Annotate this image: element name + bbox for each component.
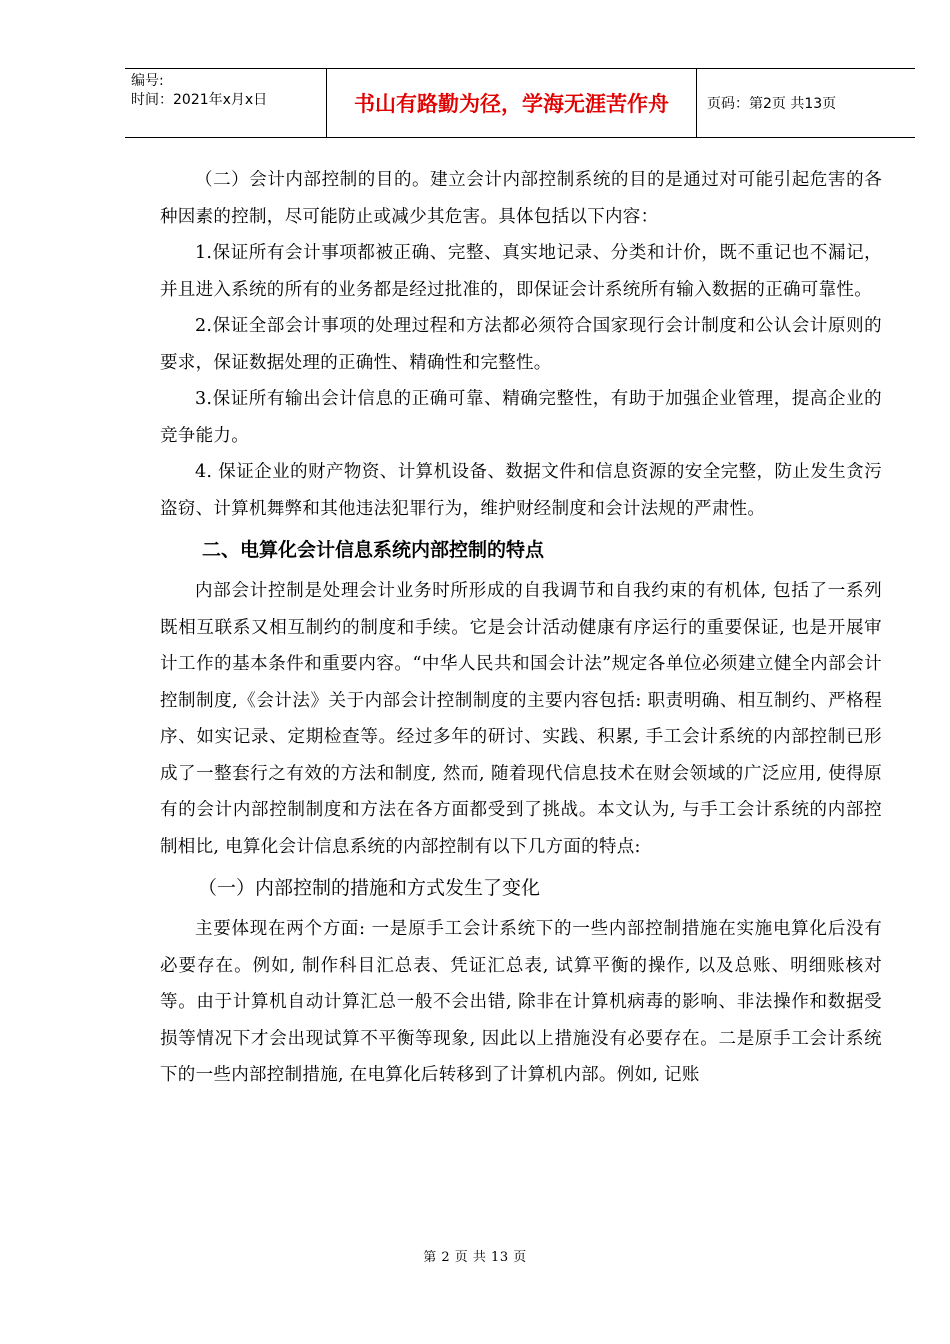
header-page-info: 页码：第2页 共13页 [707, 96, 837, 112]
section-heading-2: 二、电算化会计信息系统内部控制的特点 [202, 539, 545, 561]
paragraph-item-1: 1.保证所有会计事项都被正确、完整、真实地记录、分类和计价，既不重记也不漏记，并且进入系统的所有的业务都是经过批准的，即保证会计系统所有输入数据的正确可靠性。 [160, 243, 882, 300]
paragraph-item-4: 4. 保证企业的财产物资、计算机设备、数据文件和信息资源的安全完整，防止发生贪污盗窃、计算机舞弊和其他违法犯罪行为，维护财经制度和会计法规的严肃性。 [160, 462, 882, 519]
page-footer: 第 2 页 共 13 页 [423, 1250, 527, 1265]
document-number-label: 编号: [131, 73, 164, 89]
paragraph-changes: 主要体现在两个方面: 一是原手工会计系统下的一些内部控制措施在实施电算化后没有必要存在。例如, 制作科目汇总表、凭证汇总表, 试算平衡的操作, 以及总账、明细账核对等。由于计算机自动计算汇总一般不会出错, 除非在计算机病毒的影响、非法操作和数据受损等情况下才会出现试算不平衡等现象, 因此以上措施没有必要存在。二是原手工会计系统下的一些内部控制措施, 在电算化后转移到了计算机内部。例如, 记账 [160, 919, 882, 1085]
page-header [125, 68, 915, 138]
document-body [160, 162, 882, 1094]
paragraph-purpose-intro: （二）会计内部控制的目的。建立会计内部控制系统的目的是通过对可能引起危害的各种因素的控制，尽可能防止或减少其危害。具体包括以下内容： [160, 170, 882, 227]
paragraph-item-3: 3.保证所有输出会计信息的正确可靠、精确完整性，有助于加强企业管理，提高企业的竞争能力。 [160, 389, 882, 446]
document-time-label: 时间：2021年x月x日 [131, 92, 268, 108]
paragraph-item-2: 2.保证全部会计事项的处理过程和方法都必须符合国家现行会计制度和公认会计原则的要求，保证数据处理的正确性、精确性和完整性。 [160, 316, 882, 373]
subsection-heading-1: （一）内部控制的措施和方式发生了变化 [198, 877, 541, 899]
header-motto: 书山有路勤为径，学海无涯苦作舟 [327, 69, 697, 137]
header-meta [125, 69, 327, 137]
paragraph-characteristics: 内部会计控制是处理会计业务时所形成的自我调节和自我约束的有机体, 包括了一系列既相互联系又相互制约的制度和手续。它是会计活动健康有序运行的重要保证, 也是开展审计工作的基本条件和重要内容。“中华人民共和国会计法”规定各单位必须建立健全内部会计控制制度,《会计法》关于内部会计控制制度的主要内容包括: 职责明确、相互制约、严格程序、如实记录、定期检查等。经过多年的研讨、实践、积累, 手工会计系统的内部控制已形成了一整套行之有效的方法和制度, 然而, 随着现代信息技术在财会领域的广泛应用, 使得原有的会计内部控制制度和方法在各方面都受到了挑战。本文认为, 与手工会计系统的内部控制相比, 电算化会计信息系统的内部控制有以下几方面的特点: [160, 581, 882, 857]
